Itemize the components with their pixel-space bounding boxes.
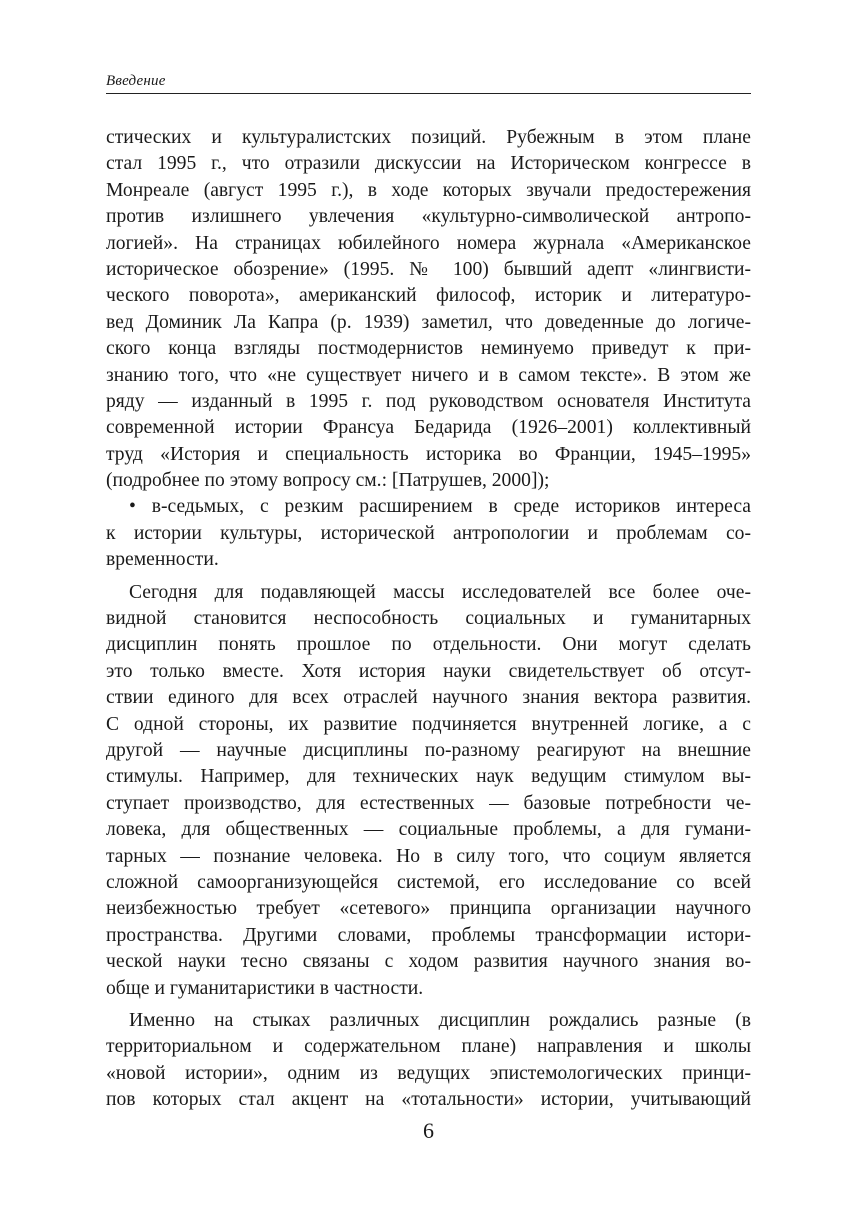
text-line: • в-седьмых, с резким расширением в среде историков интереса bbox=[129, 496, 751, 518]
text-line: историческое обозрение» (1995. № 100) бывший адепт «лингвисти- bbox=[106, 258, 751, 280]
text-line: труд «История и специальность историка во Франции, 1945–1995» bbox=[106, 443, 751, 465]
text-line: к истории культуры, исторической антропологии и проблемам со- bbox=[106, 522, 751, 544]
text-line: ского конца взгляды постмодернистов неминуемо приведут к при- bbox=[106, 338, 751, 360]
text-line: современной истории Франсуа Бедарида (1926–2001) коллективный bbox=[106, 417, 751, 439]
text-line: ряду — изданный в 1995 г. под руководством основателя Института bbox=[106, 390, 751, 412]
text-line: ловека, для общественных — социальные проблемы, а для гумани- bbox=[106, 819, 751, 841]
running-title: Введение bbox=[106, 73, 166, 89]
text-line: вед Доминик Ла Капра (р. 1939) заметил, что доведенные до логиче- bbox=[106, 311, 751, 333]
paragraph-continuation bbox=[106, 125, 751, 494]
running-head bbox=[106, 72, 751, 94]
text-line: «новой истории», одним из ведущих эпистемологических принци- bbox=[106, 1062, 751, 1084]
paragraph bbox=[106, 1008, 751, 1114]
body-text bbox=[106, 125, 751, 1113]
text-line: территориальном и содержательном плане) направления и школы bbox=[106, 1036, 751, 1058]
bullet-paragraph bbox=[106, 494, 751, 573]
text-line: стимулы. Например, для технических наук ведущим стимулом вы- bbox=[106, 766, 751, 788]
text-line: неизбежностью требует «сетевого» принципа организации научного bbox=[106, 898, 751, 920]
text-line: С одной стороны, их развитие подчиняется внутренней логике, а с bbox=[106, 713, 751, 735]
text-line: это только вместе. Хотя история науки свидетельствует об отсут- bbox=[106, 660, 751, 682]
text-line: тарных — познание человека. Но в силу того, что социум является bbox=[106, 845, 751, 867]
text-line: стал 1995 г., что отразили дискуссии на Историческом конгрессе в bbox=[106, 153, 751, 175]
text-line: знанию того, что «не существует ничего и в самом тексте». В этом же bbox=[106, 364, 751, 386]
text-line: Сегодня для подавляющей массы исследователей все более оче- bbox=[129, 581, 751, 603]
text-line: пространства. Другими словами, проблемы трансформации истори- bbox=[106, 924, 751, 946]
text-line: Именно на стыках различных дисциплин рождались разные (в bbox=[129, 1009, 751, 1031]
text-line: (подробнее по этому вопросу см.: [Патрушев, 2000]); bbox=[106, 470, 550, 492]
page-number: 6 bbox=[423, 1118, 434, 1143]
text-line: дисциплин понять прошлое по отдельности. Они могут сделать bbox=[106, 634, 751, 656]
text-line: против излишнего увлечения «культурно-символической антропо- bbox=[106, 206, 751, 228]
text-line: ствии единого для всех отраслей научного знания вектора развития. bbox=[106, 687, 751, 709]
text-line: пов которых стал акцент на «тотальности» истории, учитывающий bbox=[106, 1089, 751, 1111]
text-line: другой — научные дисциплины по-разному реагируют на внешние bbox=[106, 739, 751, 761]
text-line: временности. bbox=[106, 549, 219, 571]
text-line: видной становится неспособность социальных и гуманитарных bbox=[106, 608, 751, 630]
text-line: сложной самоорганизующейся системой, его исследование со всей bbox=[106, 871, 751, 893]
text-line: ступает производство, для естественных — базовые потребности че- bbox=[106, 792, 751, 814]
text-line: логией». На страницах юбилейного номера журнала «Американское bbox=[106, 232, 751, 254]
text-line: Монреале (август 1995 г.), в ходе которых звучали предостережения bbox=[106, 179, 751, 201]
text-line: ческого поворота», американский философ, историк и литературо- bbox=[106, 285, 751, 307]
text-line: ческой науки тесно связаны с ходом развития научного знания во- bbox=[106, 951, 751, 973]
paragraph bbox=[106, 580, 751, 1002]
text-line: обще и гуманитаристики в частности. bbox=[106, 977, 424, 999]
text-line: стических и культуралистских позиций. Рубежным в этом плане bbox=[106, 127, 751, 148]
